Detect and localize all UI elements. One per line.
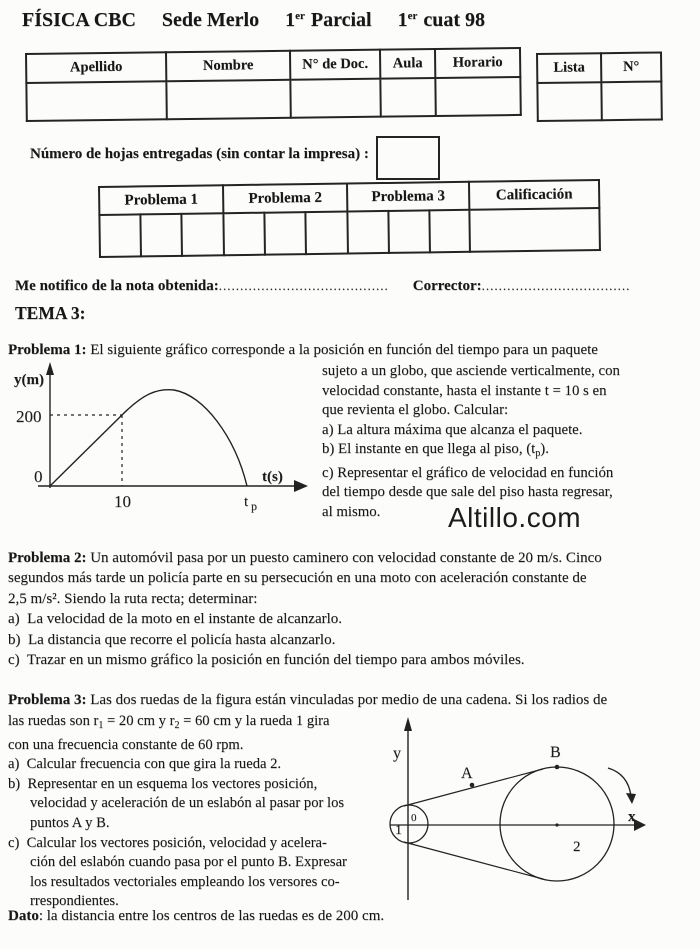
figure-x-label: x xyxy=(628,809,636,825)
col-header-problema3: Problema 3 xyxy=(347,182,469,212)
hojas-count-label: Número de hojas entregadas (sin contar la impresa) : xyxy=(30,146,369,162)
problema3-line: velocidad y aceleración de un eslabón al pasar por los xyxy=(30,795,345,812)
altillo-watermark: Altillo.com xyxy=(448,502,582,533)
problema3-radii-line: las ruedas son $r_1 = 20$ cm y $r_2 = 60$ cm y la rueda 1 gira xyxy=(8,713,330,731)
figure-y-label: y xyxy=(393,745,401,762)
tick-tp-t: t xyxy=(244,494,249,510)
tick-0: 0 xyxy=(34,467,43,486)
aula-cell xyxy=(380,78,435,117)
title-cuatrimestre: 1er cuat 98 xyxy=(397,9,486,31)
problema3-line: puntos A y B. xyxy=(30,814,110,831)
problema3-line: con una frecuencia constante de 60 rpm. xyxy=(8,736,244,753)
problema1-item-a: a) La altura máxima que alcanza el paquete. xyxy=(322,421,583,438)
problema2-item-a: a) La velocidad de la moto en el instante de alcanzarlo. xyxy=(8,611,343,628)
col-header-problema1: Problema 1 xyxy=(99,185,223,215)
problema2-line: segundos más tarde un policía parte en su persecución en una moto con aceleración constante de xyxy=(8,570,587,587)
col-header-lista: Lista xyxy=(537,53,601,83)
tick-tp-sub: p xyxy=(251,499,257,513)
wheel2-center-dot xyxy=(555,823,558,826)
page-title xyxy=(22,9,485,32)
apellido-cell xyxy=(26,81,166,121)
problema1-line: que revienta el globo. Calcular: xyxy=(322,402,509,418)
tick-200: 200 xyxy=(16,407,42,426)
grading-cell xyxy=(305,212,348,255)
calificacion-cell xyxy=(469,208,600,252)
problema2-line: 2,5 m/s². Siendo la ruta recta; determinar: xyxy=(8,590,258,607)
problema1-item-b: b) El instante en que llega al piso, $(t_p)$. xyxy=(322,441,549,459)
figure-y-axis-arrow xyxy=(404,717,412,731)
point-B-label: B xyxy=(550,744,561,761)
title-course: FÍSICA CBC xyxy=(22,9,136,31)
problema2-intro-line: Problema 2: Un automóvil pasa por un puesto caminero con velocidad constante de 20 m/s. Cinco xyxy=(8,550,602,566)
grading-cell xyxy=(223,213,265,256)
tick-10: 10 xyxy=(114,492,131,511)
col-header-calificacion: Calificación xyxy=(469,180,599,210)
col-header-numero: N° xyxy=(601,52,661,82)
problema3-label: Problema 3: xyxy=(8,692,87,708)
title-cuat-sup: er xyxy=(407,10,418,22)
y-axis-arrow xyxy=(46,362,54,375)
wheels-figure xyxy=(386,711,696,911)
figure-x-axis-arrow xyxy=(634,819,646,831)
lista-table-header-row xyxy=(537,52,661,83)
student-info-table xyxy=(25,47,522,122)
problema2-item-b: b) La distancia que recorre el policía hasta alcanzarlo. xyxy=(8,631,336,648)
grading-cells-row xyxy=(99,208,600,257)
point-A-dot xyxy=(470,783,475,788)
problema2-item-c: c) Trazar en un mismo gráfico la posición en función del tiempo para ambos móviles. xyxy=(8,652,525,669)
grading-cell xyxy=(99,214,141,257)
numero-cell xyxy=(601,81,661,120)
grading-cell xyxy=(264,212,306,255)
problema3-line: los resultados vectoriales empleando los versores co- xyxy=(30,873,340,890)
grading-cell xyxy=(140,214,182,257)
problema1-text-column xyxy=(322,362,700,522)
problema3-item-b: b) Representar en un esquema los vectores posición, xyxy=(8,775,318,792)
corrector-dotted-line: ................................... xyxy=(481,278,631,293)
title-sede: Sede Merlo xyxy=(161,9,260,31)
dato-label: Dato xyxy=(8,908,39,924)
lista-cell xyxy=(537,82,601,121)
col-header-problema2: Problema 2 xyxy=(223,184,347,214)
rotation-arrow xyxy=(608,768,631,796)
problema1-line: al mismo. xyxy=(322,503,381,520)
col-header-apellido: Apellido xyxy=(26,52,166,83)
lista-table-blank-row xyxy=(537,81,661,121)
problema3-item-a: a) Calcular frecuencia con que gira la rueda 2. xyxy=(8,756,282,773)
student-table-blank-row xyxy=(26,77,520,121)
hojas-count-box xyxy=(376,136,440,180)
grading-cell xyxy=(429,210,470,253)
dato-line: Dato: la distancia entre los centros de las ruedas es de 200 cm. xyxy=(8,908,385,924)
rotation-arrow-head xyxy=(626,793,636,804)
grading-cell xyxy=(181,213,224,256)
doc-cell xyxy=(290,79,380,118)
nota-label: Me notifico de la nota obtenida: xyxy=(15,278,219,294)
problema2-label: Problema 2: xyxy=(8,550,87,566)
lista-table xyxy=(536,51,663,122)
col-header-doc: N° de Doc. xyxy=(290,50,380,80)
title-parcial-sup: er xyxy=(295,10,305,22)
tema-heading: TEMA 3: xyxy=(15,303,86,323)
grading-cell xyxy=(347,211,389,254)
problema3-intro-line: Problema 3: Las dos ruedas de la figura están vinculadas por medio de una cadena. Si los radios de xyxy=(8,692,608,708)
t-axis-arrow xyxy=(294,480,308,492)
title-parcial: 1er Parcial xyxy=(285,9,372,31)
nombre-cell xyxy=(166,80,290,120)
corrector-label: Corrector: xyxy=(412,278,482,294)
problema3-line: ción del eslabón cuando pasa por el punto B. Expresar xyxy=(30,854,347,871)
problema1-line: sujeto a un globo, que asciende verticalmente, con xyxy=(322,363,620,379)
y-axis-label: y(m) xyxy=(14,372,44,388)
grading-cell xyxy=(388,210,430,253)
problema3-text-column xyxy=(8,712,400,912)
figure-origin-label: 0 xyxy=(411,812,417,824)
point-A-label: A xyxy=(461,765,473,782)
chain-upper xyxy=(404,769,543,806)
problema1-intro-line: Problema 1: El siguiente gráfico corresponde a la posición en función del tiempo para un paquete xyxy=(8,342,598,358)
position-time-graph xyxy=(8,360,310,514)
nota-notification-line xyxy=(15,278,630,295)
problema1-item-c: c) Representar el gráfico de velocidad en función xyxy=(322,464,614,481)
col-header-aula: Aula xyxy=(380,49,435,79)
wheel1-label: 1 xyxy=(395,823,402,838)
col-header-nombre: Nombre xyxy=(166,51,290,82)
problema1-label: Problema 1: xyxy=(8,342,87,358)
grading-table xyxy=(98,179,601,258)
nota-dotted-line: ........................................ xyxy=(218,278,389,293)
point-B-dot xyxy=(555,765,560,770)
wheel2-label: 2 xyxy=(573,839,581,855)
problema1-line: del tiempo desde que sale del piso hasta regresar, xyxy=(322,484,613,500)
problema1-line: velocidad constante, hasta el instante t = 10 s en xyxy=(322,382,607,399)
col-header-horario: Horario xyxy=(435,48,520,78)
problema3-line: rrespondientes. xyxy=(30,893,119,910)
t-axis-label: t(s) xyxy=(262,469,283,485)
horario-cell xyxy=(435,77,520,116)
problema2-block xyxy=(8,548,698,670)
problema3-item-c: c) Calcular los vectores posición, velocidad y acelera- xyxy=(8,834,327,851)
chain-lower xyxy=(404,842,543,879)
position-curve xyxy=(50,390,247,486)
